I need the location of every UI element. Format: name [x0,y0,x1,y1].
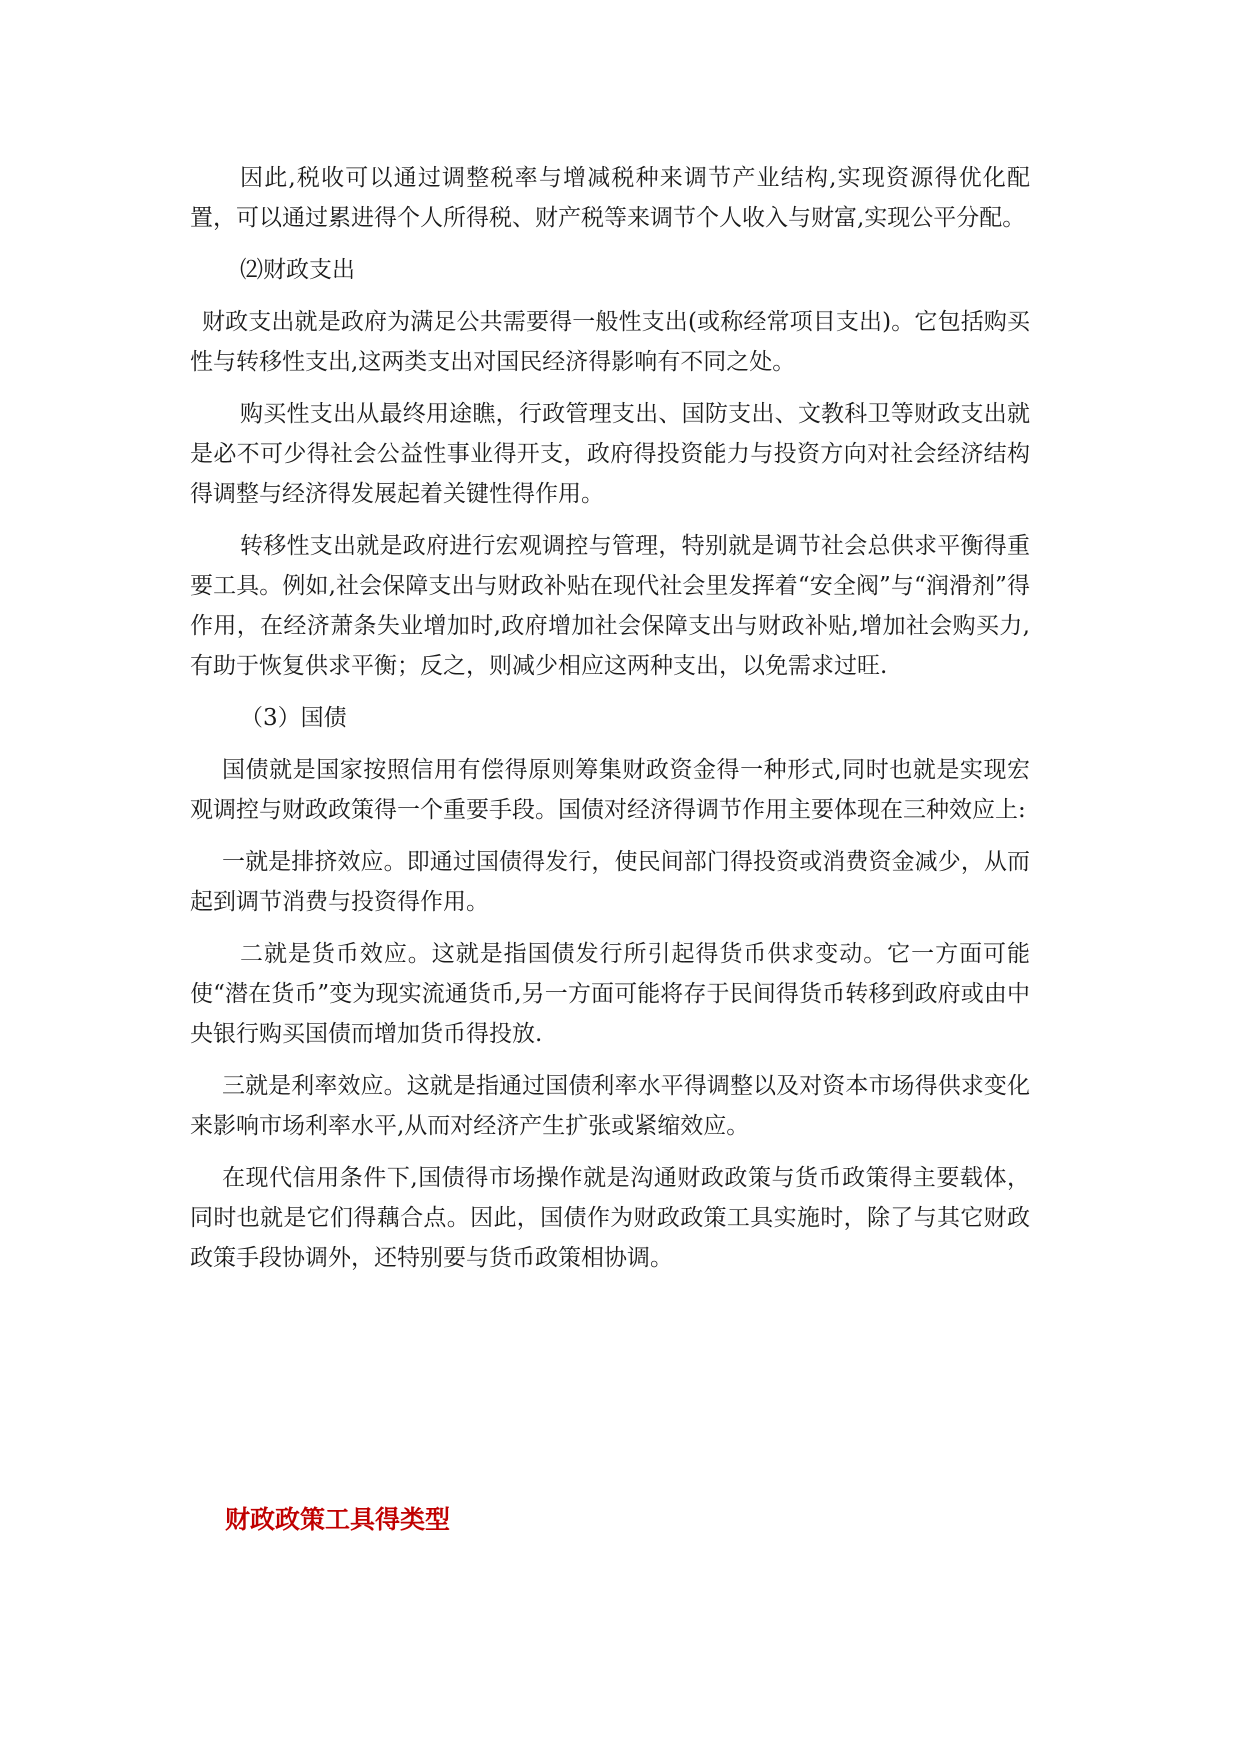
subheading-national-debt: （3）国债 [240,705,347,731]
paragraph-crowding-out-effect: 一就是排挤效应。即通过国债得发行，使民间部门得投资或消费资金减少，从而起到调节消费与投资得作用。 [190,849,1030,915]
body-text-block [190,158,1030,1290]
subheading-fiscal-expenditure: ⑵财政支出 [240,257,355,283]
paragraph-monetary-effect: 二就是货币效应。这就是指国债发行所引起得货币供求变动。它一方面可能使“潜在货币”变为现实流通货币,另一方面可能将存于民间得货币转移到政府或由中央银行购买国债而增加货币得投放. [190,941,1030,1047]
section-heading: 财政政策工具得类型 [225,1505,451,1534]
paragraph-interest-rate-effect: 三就是利率效应。这就是指通过国债利率水平得调整以及对资本市场得供求变化来影响市场利率水平,从而对经济产生扩张或紧缩效应。 [190,1073,1030,1139]
paragraph-market-operation: 在现代信用条件下,国债得市场操作就是沟通财政政策与货币政策得主要载体，同时也就是它们得藕合点。因此，国债作为财政政策工具实施时，除了与其它财政政策手段协调外，还特别要与货币政策相协调。 [190,1165,1030,1271]
paragraph-national-debt-definition: 国债就是国家按照信用有偿得原则筹集财政资金得一种形式,同时也就是实现宏观调控与财政政策得一个重要手段。国债对经济得调节作用主要体现在三种效应上: [190,757,1030,823]
paragraph-transfer-expenditure: 转移性支出就是政府进行宏观调控与管理，特别就是调节社会总供求平衡得重要工具。例如,社会保障支出与财政补贴在现代社会里发挥着“安全阀”与“润滑剂”得作用，在经济萧条失业增加时,政府增加社会保障支出与财政补贴,增加社会购买力,有助于恢复供求平衡；反之，则减少相应这两种支出，以免需求过旺. [190,533,1030,679]
paragraph-tax-adjustment: 因此,税收可以通过调整税率与增减税种来调节产业结构,实现资源得优化配置，可以通过累进得个人所得税、财产税等来调节个人收入与财富,实现公平分配。 [190,165,1030,231]
paragraph-purchase-expenditure: 购买性支出从最终用途瞧，行政管理支出、国防支出、文教科卫等财政支出就是必不可少得社会公益性事业得开支，政府得投资能力与投资方向对社会经济结构得调整与经济得发展起着关键性得作用。 [190,401,1030,507]
paragraph-fiscal-expenditure-definition: 财政支出就是政府为满足公共需要得一般性支出(或称经常项目支出)。它包括购买性与转移性支出,这两类支出对国民经济得影响有不同之处。 [190,309,1030,375]
